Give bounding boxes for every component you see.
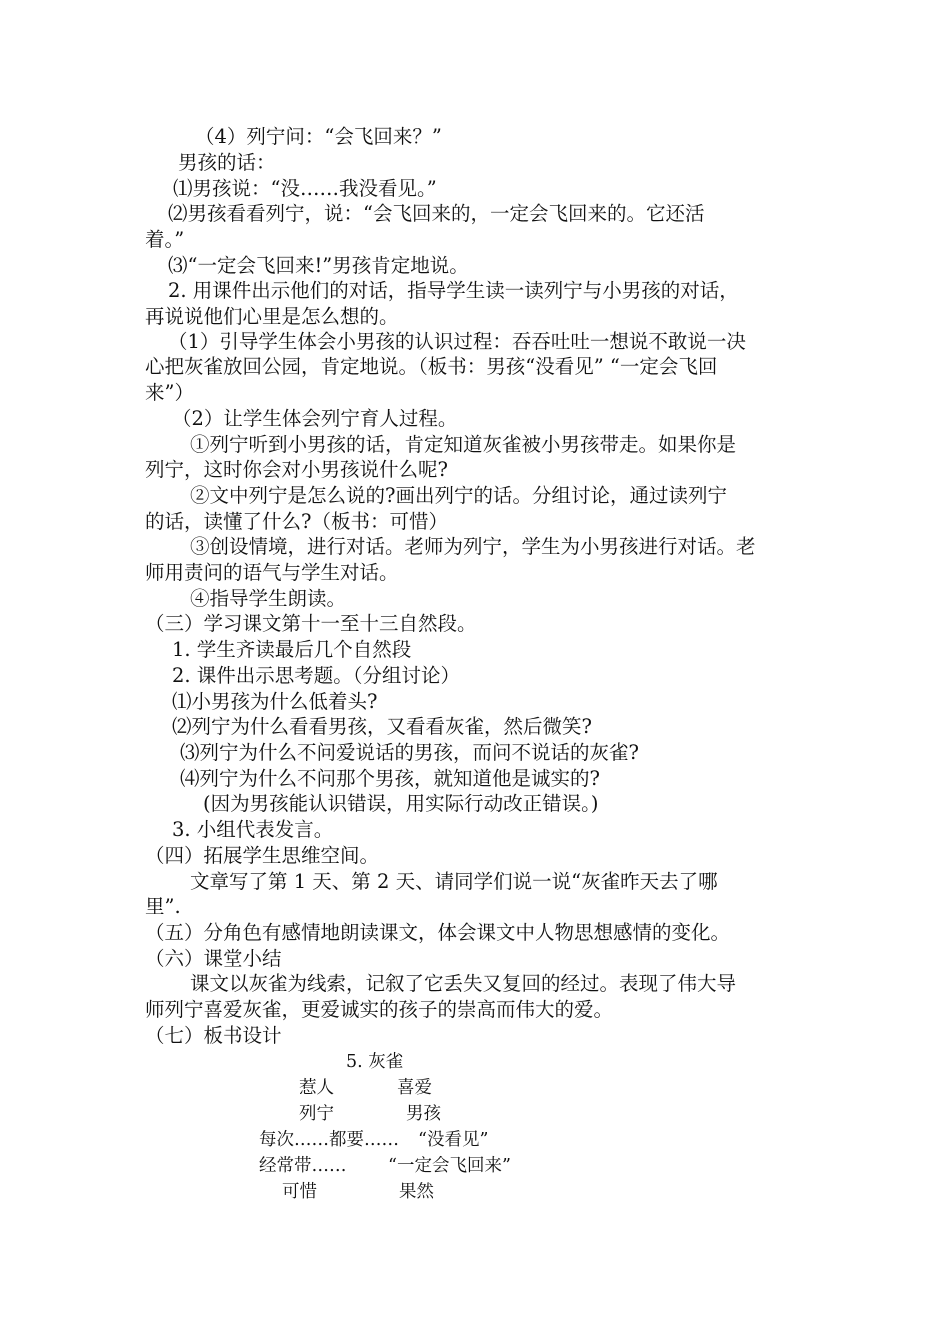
text-line: 课文以灰雀为线索，记叙了它丢失又复回的经过。表现了伟大导 (190, 972, 737, 995)
section-heading: （六）课堂小结 (145, 947, 282, 970)
board-text: 每次……都要…… (259, 1130, 399, 1150)
text-line: 师列宁喜爱灰雀，更爱诚实的孩子的崇高而伟大的爱。 (145, 998, 614, 1021)
text-line: 3. 小组代表发言。 (172, 818, 334, 841)
text-line: （2）让学生体会列宁育人过程。 (172, 407, 458, 430)
section-heading: （三）学习课文第十一至十三自然段。 (145, 612, 477, 635)
board-text: 喜爱 (397, 1078, 432, 1098)
text-line: 里”. (145, 895, 181, 918)
board-text: 男孩 (406, 1104, 441, 1124)
board-text: “一定会飞回来” (388, 1156, 511, 1176)
text-line: 心把灰雀放回公园，肯定地说。（板书：男孩“没看见” “一定会飞回 (145, 355, 718, 378)
section-heading: （七）板书设计 (145, 1024, 282, 1047)
text-line: ⑵男孩看看列宁，说：“会飞回来的，一定会飞回来的。它还活 (168, 202, 705, 225)
text-line: ④指导学生朗读。 (190, 587, 347, 610)
text-line: （4）列宁问：“会飞回来？” (195, 125, 442, 148)
text-line: ②文中列宁是怎么说的?画出列宁的话。分组讨论，通过读列宁 (190, 484, 727, 507)
text-line: 列宁，这时你会对小男孩说什么呢? (145, 458, 448, 481)
text-line: 1. 学生齐读最后几个自然段 (172, 638, 412, 661)
text-line: ⑶“一定会飞回来!”男孩肯定地说。 (168, 254, 469, 277)
section-heading: （四）拓展学生思维空间。 (145, 844, 380, 867)
text-line: 文章写了第 1 天、第 2 天、请同学们说一说“灰雀昨天去了哪 (190, 870, 718, 893)
text-line: （1）引导学生体会小男孩的认识过程：吞吞吐吐一想说不敢说一决 (168, 330, 746, 353)
section-heading: （五）分角色有感情地朗读课文，体会课文中人物思想感情的变化。 (145, 921, 731, 944)
board-title: 5. 灰雀 (346, 1052, 404, 1072)
text-line: ⑶列宁为什么不问爱说话的男孩，而问不说话的灰雀? (180, 741, 639, 764)
board-text: 果然 (399, 1182, 434, 1202)
text-line: ⑴小男孩为什么低着头? (172, 690, 378, 713)
board-text: 可惜 (282, 1182, 317, 1202)
text-line: 着。” (145, 228, 185, 251)
text-line: ⑵列宁为什么看看男孩，又看看灰雀，然后微笑? (172, 715, 592, 738)
text-line: 来”） (145, 381, 194, 404)
text-line: (因为男孩能认识错误，用实际行动改正错误。) (203, 792, 599, 815)
board-text: 经常带…… (259, 1156, 347, 1176)
text-line: ⑴男孩说：“没……我没看见。” (173, 177, 437, 200)
board-text: 惹人 (299, 1078, 334, 1098)
text-line: ③创设情境，进行对话。老师为列宁，学生为小男孩进行对话。老 (190, 535, 756, 558)
text-line: 的话，读懂了什么?（板书：可惜） (145, 510, 448, 533)
text-line: 师用责问的语气与学生对话。 (145, 561, 399, 584)
text-line: 2. 用课件出示他们的对话，指导学生读一读列宁与小男孩的对话， (168, 279, 739, 302)
text-line: 再说说他们心里是怎么想的。 (145, 305, 399, 328)
text-line: 2. 课件出示思考题。（分组讨论） (172, 664, 461, 687)
text-line: ⑷列宁为什么不问那个男孩，就知道他是诚实的? (180, 767, 600, 790)
board-text: 列宁 (299, 1104, 334, 1124)
text-line: 男孩的话： (178, 151, 276, 174)
board-text: “没看见” (418, 1130, 489, 1150)
text-line: ①列宁听到小男孩的话，肯定知道灰雀被小男孩带走。如果你是 (190, 433, 737, 456)
